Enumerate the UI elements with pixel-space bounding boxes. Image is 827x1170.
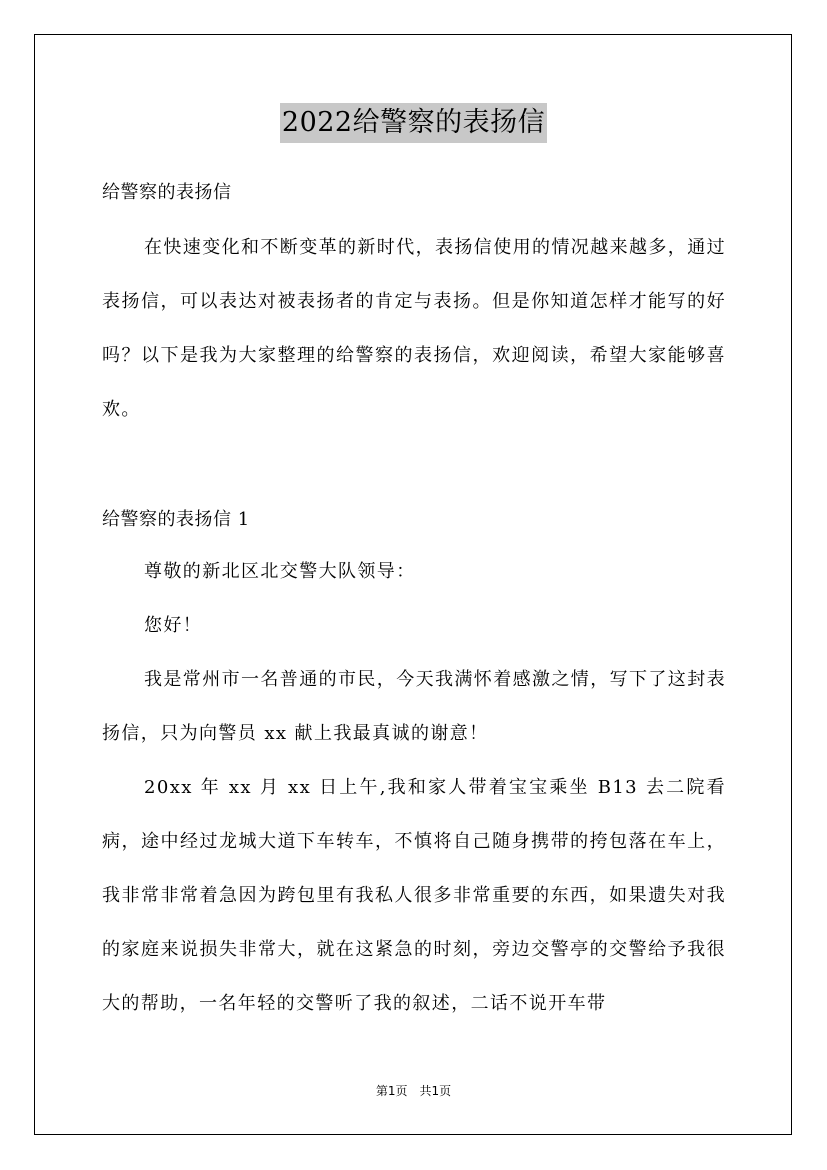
- title-container: [0, 103, 827, 143]
- page-footer: 第1页 共1页: [375, 1084, 452, 1098]
- greeting: 您好！: [144, 615, 203, 636]
- intro-paragraph: 在快速变化和不断变革的新时代，表扬信使用的情况越来越多，通过表扬信，可以表达对被表扬者的肯定与表扬。但是你知道怎样才能写的好吗？以下是我为大家整理的给警察的表扬信，欢迎阅读，希望大家能够喜欢。: [102, 237, 726, 420]
- salutation: 尊敬的新北区北交警大队领导：: [144, 561, 416, 582]
- subtitle: 给警察的表扬信: [102, 182, 232, 203]
- section-heading: 给警察的表扬信 1: [102, 509, 250, 530]
- paragraph-2: 20xx 年 xx 月 xx 日上午,我和家人带着宝宝乘坐 B13 去二院看病，途中经过龙城大道下车转车，不慎将自己随身携带的挎包落在车上，我非常非常着急因为跨包里有我私人很多非常重要的东西，如果遗失对我的家庭来说损失非常大，就在这紧急的时刻，旁边交警亭的交警给予我很大的帮助，一名年轻的交警听了我的叙述，二话不说开车带: [102, 777, 726, 1014]
- paragraph-1: 我是常州市一名普通的市民，今天我满怀着感激之情，写下了这封表扬信，只为向警员 xx 献上我最真诚的谢意！: [102, 669, 726, 744]
- document-title: 2022给警察的表扬信: [280, 103, 547, 143]
